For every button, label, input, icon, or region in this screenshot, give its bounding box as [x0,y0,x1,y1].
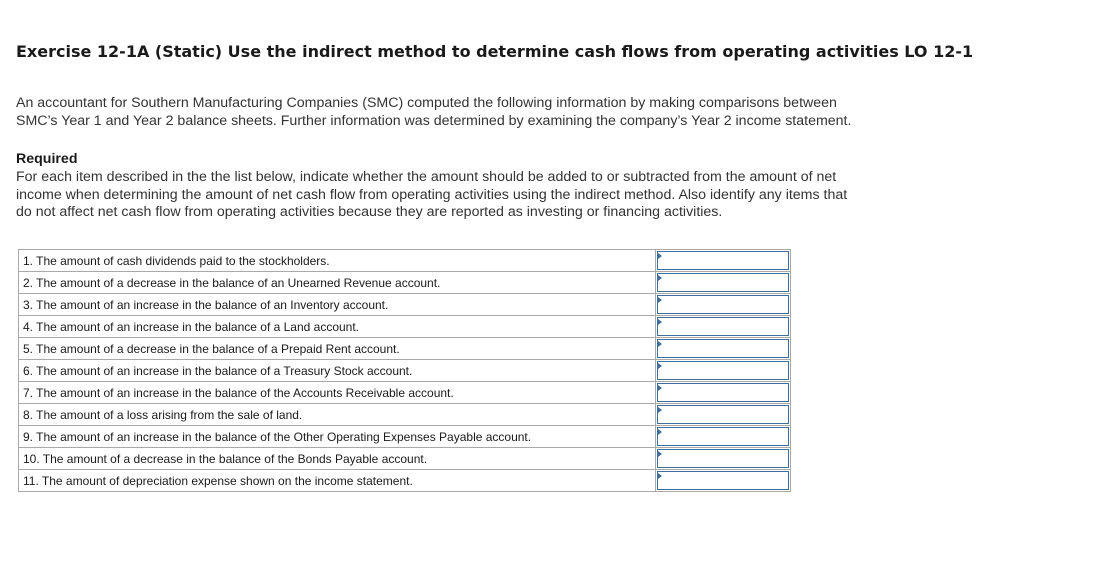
instruction-line: income when determining the amount of net cash flow from operating activities using the indirect method. Also identify any items that [16,186,848,203]
item-description: 9. The amount of an increase in the balance of the Other Operating Expenses Payable account. [19,426,656,448]
answer-cell [656,404,791,426]
answer-dropdown[interactable] [657,339,789,358]
triangle-right-icon [658,473,662,479]
answer-dropdown[interactable] [657,317,789,336]
exercise-title: Exercise 12-1A (Static) Use the indirect method to determine cash flows from operating activities LO 12-1 [16,42,974,61]
answer-cell [656,338,791,360]
answer-dropdown[interactable] [657,405,789,424]
answer-cell [656,272,791,294]
triangle-right-icon [658,407,662,413]
answer-cell [656,382,791,404]
table-row [19,360,791,382]
item-description: 8. The amount of a loss arising from the sale of land. [19,404,656,426]
answer-dropdown[interactable] [657,295,789,314]
table-row [19,316,791,338]
answer-cell [656,426,791,448]
answer-cell [656,470,791,492]
answer-dropdown[interactable] [657,273,789,292]
answer-cell [656,316,791,338]
answer-cell [656,250,791,272]
answer-dropdown[interactable] [657,383,789,402]
answer-cell [656,448,791,470]
triangle-right-icon [658,429,662,435]
table-row [19,426,791,448]
triangle-right-icon [658,341,662,347]
item-description: 2. The amount of a decrease in the balance of an Unearned Revenue account. [19,272,656,294]
table-row [19,272,791,294]
item-description: 3. The amount of an increase in the balance of an Inventory account. [19,294,656,316]
item-description: 1. The amount of cash dividends paid to the stockholders. [19,250,656,272]
answer-dropdown[interactable] [657,471,789,490]
triangle-right-icon [658,451,662,457]
table-row [19,294,791,316]
item-description: 7. The amount of an increase in the balance of the Accounts Receivable account. [19,382,656,404]
required-instructions [16,169,976,222]
intro-line: An accountant for Southern Manufacturing Companies (SMC) computed the following information by making comparisons between [16,95,837,111]
item-description: 5. The amount of a decrease in the balance of a Prepaid Rent account. [19,338,656,360]
item-description: 6. The amount of an increase in the balance of a Treasury Stock account. [19,360,656,382]
item-description: 4. The amount of an increase in the balance of a Land account. [19,316,656,338]
triangle-right-icon [658,319,662,325]
answer-cell [656,360,791,382]
table-row [19,470,791,492]
triangle-right-icon [658,297,662,303]
triangle-right-icon [658,363,662,369]
table-row [19,338,791,360]
triangle-right-icon [658,253,662,259]
table-row [19,404,791,426]
intro-line: SMC’s Year 1 and Year 2 balance sheets. Further information was determined by examining the company’s Year 2 income statement. [16,112,852,129]
items-table [18,249,791,492]
required-heading: Required [16,151,78,167]
triangle-right-icon [658,385,662,391]
item-description: 11. The amount of depreciation expense shown on the income statement. [19,470,656,492]
answer-dropdown[interactable] [657,361,789,380]
answer-dropdown[interactable] [657,449,789,468]
answer-dropdown[interactable] [657,251,789,270]
instruction-line: do not affect net cash flow from operating activities because they are reported as investing or financing activities. [16,204,723,220]
table-row [19,250,791,272]
answer-cell [656,294,791,316]
instruction-line: For each item described in the the list below, indicate whether the amount should be added to or subtracted from the amount of net [16,169,837,185]
intro-paragraph [16,95,956,130]
triangle-right-icon [658,275,662,281]
table-row [19,448,791,470]
item-description: 10. The amount of a decrease in the balance of the Bonds Payable account. [19,448,656,470]
table-row [19,382,791,404]
answer-dropdown[interactable] [657,427,789,446]
items-table-body [19,250,791,492]
